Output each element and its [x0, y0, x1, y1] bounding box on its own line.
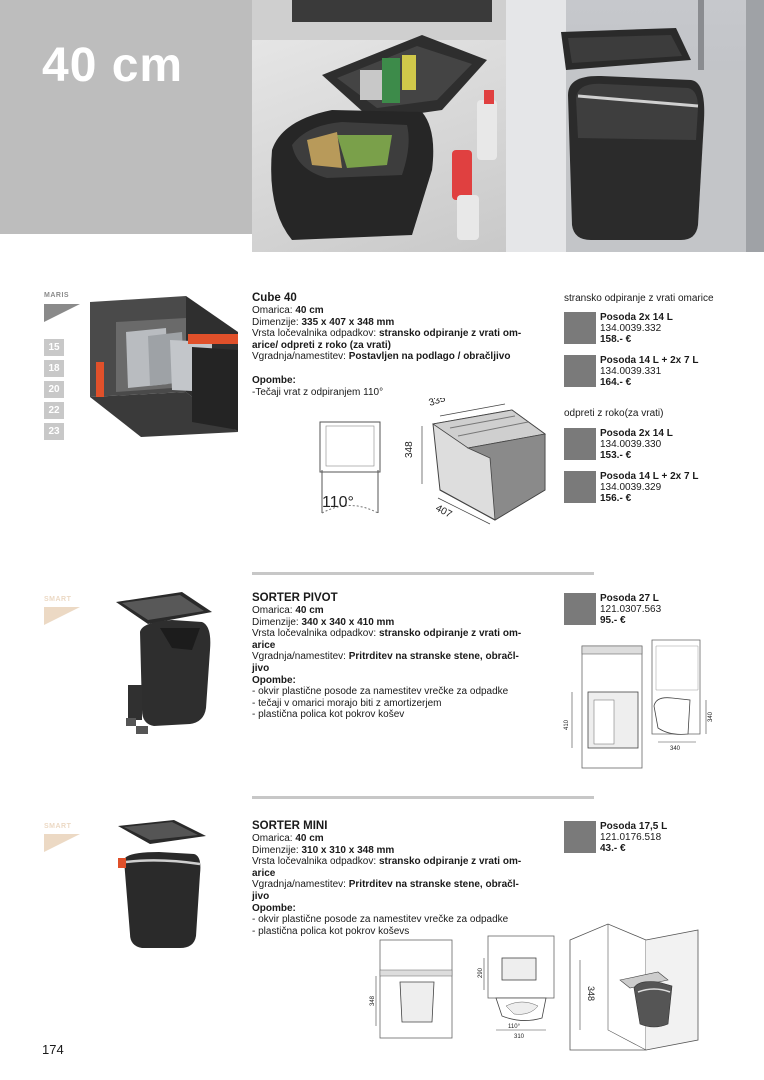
- size-tag-15: 15: [44, 339, 64, 356]
- drawing-dim-height: 348: [370, 995, 376, 1006]
- technical-drawing-sorter-mini-top: [472, 932, 562, 1040]
- product-image-cube40: [86, 292, 241, 442]
- drawing-dim-depth: 407: [433, 502, 454, 521]
- variant-swatch: [564, 593, 596, 625]
- drawing-dim-width: 335: [427, 398, 447, 409]
- size-tag-20: 20: [44, 381, 64, 398]
- variant-2: Posoda 14 L + 2x 7 L 134.0039.331 164.- €: [600, 355, 699, 388]
- drawing-angle-label: 110°: [508, 1024, 520, 1030]
- variant-swatch: [564, 471, 596, 503]
- drawing-dim-height-2: 290: [478, 967, 484, 978]
- page-title: 40 cm: [42, 39, 184, 92]
- product-image-sorter-pivot: [112, 590, 222, 735]
- section-divider: [252, 572, 594, 575]
- variant-sorter-pivot: Posoda 27 L 121.0307.563 95.- €: [600, 593, 662, 626]
- drawing-angle-label: 110°: [322, 494, 354, 511]
- technical-drawing-sorter-mini-iso: [568, 920, 708, 1055]
- section-divider: [252, 796, 594, 799]
- cabinet-photo-pivot-bin: [506, 0, 764, 252]
- header-grey-block: [0, 0, 252, 234]
- variant-swatch: [564, 821, 596, 853]
- product-image-sorter-mini: [114, 818, 209, 953]
- variant-swatch: [564, 355, 596, 387]
- size-tag-18: 18: [44, 360, 64, 377]
- series-marker-maris: [44, 304, 80, 322]
- technical-drawing-cube40: [300, 398, 565, 528]
- variant-3: Posoda 2x 14 L 134.0039.330 153.- €: [600, 428, 673, 461]
- technical-drawing-sorter-pivot: [560, 636, 722, 771]
- drawing-dim-iso: 348: [586, 986, 596, 1002]
- variant-4: Posoda 14 L + 2x 7 L 134.0039.329 156.- €: [600, 471, 699, 504]
- variant-1: Posoda 2x 14 L 134.0039.332 158.- €: [600, 312, 673, 345]
- product-title-cube40: Cube 40: [252, 292, 297, 304]
- drawing-dim-height: 410: [564, 719, 570, 730]
- size-tag-22: 22: [44, 402, 64, 419]
- drawing-dim-width: 310: [514, 1034, 525, 1040]
- series-label-smart-2: SMART: [44, 823, 72, 830]
- group-title-side-opening: stransko odpiranje z vrati omarice: [564, 293, 714, 304]
- series-label-smart: SMART: [44, 596, 72, 603]
- product-title-sorter-mini: SORTER MINI: [252, 820, 328, 832]
- product-specs-sorter-pivot: Omarica: 40 cm Dimenzije: 340 x 340 x 410 mm Vrsta ločevalnika odpadkov: stransko odpiranje z vrati om- arice Vgradnja/namestitev: Pritrditev na stranske stene, obračl- jivo Opombe: - okvir plastične posode za namestitev vrečke za odpadke - tečaji v omarici morajo biti z amortizerjem - plastična polica kot pokrov košev: [252, 605, 522, 721]
- product-title-sorter-pivot: SORTER PIVOT: [252, 592, 338, 604]
- variant-swatch: [564, 428, 596, 460]
- series-label-maris: MARIS: [44, 292, 70, 299]
- series-marker-smart-2: [44, 834, 80, 852]
- variant-sorter-mini: Posoda 17,5 L 121.0176.518 43.- €: [600, 821, 668, 854]
- series-marker-smart: [44, 607, 80, 625]
- drawing-dim-side: 340: [708, 711, 714, 722]
- drawing-dim-height: 348: [404, 441, 415, 458]
- size-tag-23: 23: [44, 423, 64, 440]
- product-specs-cube40: Omarica: 40 cm Dimenzije: 335 x 407 x 348 mm Vrsta ločevalnika odpadkov: stransko odpiranje z vrati om- arice/ odpreti z roko (za vrati) Vgradnja/namestitev: Postavljen na podlago / obračljivo Opombe: -Tečaji vrat z odpiranjem 110°: [252, 305, 522, 398]
- product-specs-sorter-mini: Omarica: 40 cm Dimenzije: 310 x 310 x 348 mm Vrsta ločevalnika odpadkov: stransko odpiranje z vrati om- arice Vgradnja/namestitev: Pritrditev na stranske stene, obračl- jivo Opombe: - okvir plastične posode za namestitev vrečke za odpadke - plastična polica kot pokrov koševs: [252, 833, 522, 937]
- variant-swatch: [564, 312, 596, 344]
- kitchen-photo-corner-bin: [252, 0, 506, 252]
- group-title-manual-opening: odpreti z roko(za vrati): [564, 408, 664, 419]
- drawing-dim-width: 340: [670, 746, 681, 752]
- page-number: 174: [42, 1042, 64, 1057]
- technical-drawing-sorter-mini-front: [362, 930, 462, 1040]
